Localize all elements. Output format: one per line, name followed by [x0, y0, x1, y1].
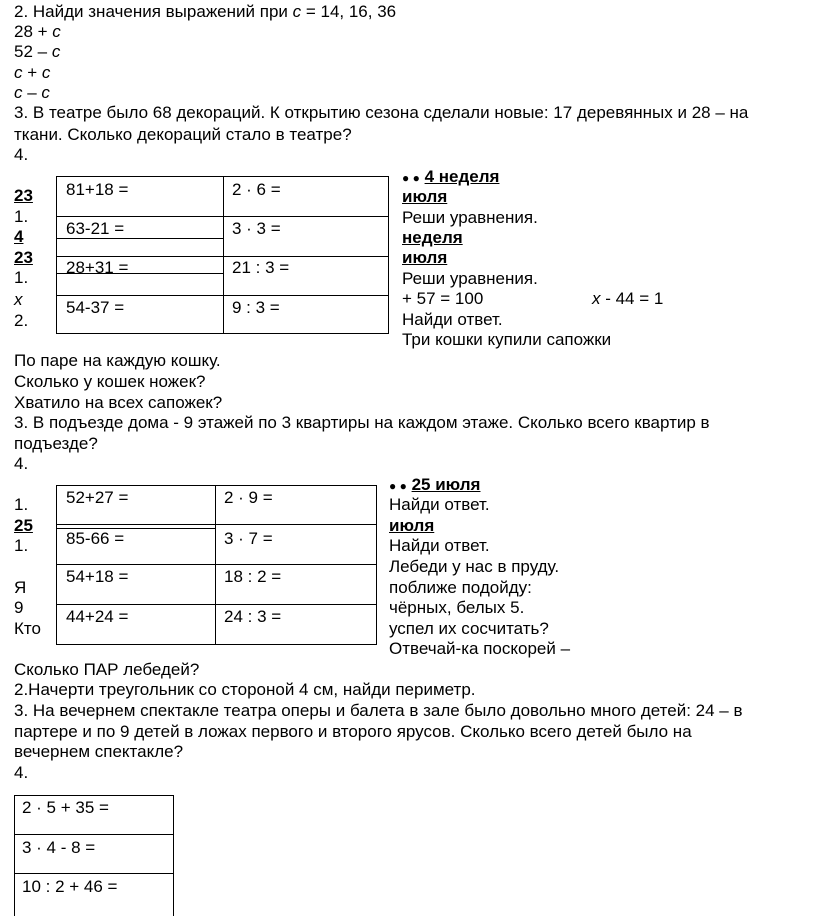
table-divider: [14, 834, 174, 835]
table-divider: [215, 485, 216, 645]
equation-1: + 57 = 100: [402, 289, 484, 308]
instruction: Найди ответ.: [402, 310, 503, 329]
table-cell: 85-66 =: [66, 529, 125, 548]
margin-text: Я: [14, 578, 27, 597]
task2-title-suffix: = 14, 16, 36: [301, 2, 397, 21]
task2-title-prefix: 2. Найди значения выражений при: [14, 2, 293, 21]
expr-var: с: [51, 42, 61, 61]
table-divider: [56, 564, 377, 565]
table-cell: 54-37 =: [66, 298, 125, 317]
text-line: 2.Начерти треугольник со стороной 4 см, найди периметр.: [14, 680, 476, 699]
table-cell: 2 · 5 + 35 =: [22, 798, 109, 817]
week-title: 4 неделя: [424, 167, 500, 186]
table-divider: [56, 256, 389, 257]
margin-text: 1.: [14, 207, 29, 226]
expr-text: –: [22, 83, 42, 102]
task2-title-var: с: [292, 2, 302, 21]
table-cell: 3 · 7 =: [224, 529, 273, 548]
text-line: По паре на каждую кошку.: [14, 351, 221, 370]
instruction: Реши уравнения.: [402, 208, 538, 227]
poem-line: Лебеди у нас в пруду.: [389, 557, 560, 576]
instruction: Реши уравнения.: [402, 269, 538, 288]
week-label: неделя: [402, 228, 463, 247]
expr-text: +: [22, 63, 42, 82]
text-line: вечернем спектакле?: [14, 742, 184, 761]
text-line: 3. На вечернем спектакле театра оперы и балета в зале было довольно много детей: 24 – в: [14, 701, 743, 720]
margin-text: 23: [14, 186, 33, 205]
task2-title: [14, 2, 396, 22]
date-heading: [389, 475, 480, 496]
expression-4: [14, 83, 50, 103]
margin-text: 1.: [14, 536, 29, 555]
table-divider: [14, 873, 174, 874]
table-cell: 2 · 6 =: [232, 180, 281, 199]
table-divider: [56, 216, 389, 217]
week-heading: [402, 167, 499, 188]
table-cell: 81+18 =: [66, 180, 129, 199]
margin-text: 1.: [14, 495, 29, 514]
table-divider: [56, 604, 377, 605]
month-label: июля: [402, 248, 448, 267]
expr-text: 28 +: [14, 22, 53, 41]
table-divider: [223, 176, 224, 334]
table-cell: 3 · 3 =: [232, 219, 281, 238]
table-cell: 28+31 =: [66, 258, 129, 277]
expr-var: с: [41, 83, 50, 102]
margin-text: 2.: [14, 311, 29, 330]
expr-var: с: [41, 63, 51, 82]
table-cell: 24 : 3 =: [224, 607, 282, 626]
margin-text: 1.: [14, 268, 29, 287]
expression-2: [14, 42, 60, 62]
margin-text: 4: [14, 227, 24, 246]
expr-var: с: [14, 83, 23, 102]
text-line: 3. В подъезде дома - 9 этажей по 3 квартиры на каждом этаже. Сколько всего квартир в: [14, 413, 710, 432]
instruction: Найди ответ.: [389, 536, 490, 555]
task3-line2: ткани. Сколько декораций стало в театре?: [14, 125, 352, 144]
text-line: Сколько ПАР лебедей?: [14, 660, 200, 679]
equation-2: [592, 289, 663, 309]
table-cell: 52+27 =: [66, 488, 129, 507]
poem-line: успел их сосчитать?: [389, 619, 549, 638]
expression-1: [14, 22, 61, 42]
bullet-icon: ● ●: [402, 171, 420, 185]
table-cell: 10 : 2 + 46 =: [22, 877, 118, 896]
text-line: Сколько у кошек ножек?: [14, 372, 206, 391]
table-cell: 54+18 =: [66, 567, 129, 586]
expression-3: [14, 63, 50, 83]
margin-text: 23: [14, 248, 33, 267]
text-line: Хватило на всех сапожек?: [14, 393, 223, 412]
bullet-icon: ● ●: [389, 479, 407, 493]
expr-var: с: [14, 63, 23, 82]
task4-label: 4.: [14, 145, 29, 164]
margin-text: 25: [14, 516, 33, 535]
instruction: Найди ответ.: [389, 495, 490, 514]
expr-text: 52 –: [14, 42, 52, 61]
text-line: партере и по 9 детей в ложах первого и второго ярусов. Сколько всего детей было на: [14, 722, 692, 741]
eq-rest: - 44 = 1: [600, 289, 664, 308]
poem-line: чёрных, белых 5.: [389, 598, 525, 617]
poem-line: поближе подойду:: [389, 578, 532, 597]
poem-line: Отвечай-ка поскорей –: [389, 639, 571, 658]
text-line: 4.: [14, 763, 29, 782]
month-label: июля: [402, 187, 448, 206]
text-line: 4.: [14, 454, 29, 473]
table-cell: 21 : 3 =: [232, 258, 290, 277]
text-line: подъезде?: [14, 434, 98, 453]
month-label: июля: [389, 516, 435, 535]
expr-var: с: [52, 22, 61, 41]
margin-text: Кто: [14, 619, 41, 638]
table-cell: 2 · 9 =: [224, 488, 273, 507]
eq-var: х: [592, 289, 601, 308]
table-cell: 18 : 2 =: [224, 567, 282, 586]
table-cell: 3 · 4 - 8 =: [22, 838, 96, 857]
table-cell: 63-21 =: [66, 219, 125, 238]
table-cell: 9 : 3 =: [232, 298, 280, 317]
task3-line1: 3. В театре было 68 декораций. К открытию сезона сделали новые: 17 деревянных и 28 – на: [14, 103, 749, 122]
poem-line: Три кошки купили сапожки: [402, 330, 612, 349]
table-cell: 44+24 =: [66, 607, 129, 626]
table-divider: [56, 295, 389, 296]
margin-text: 9: [14, 598, 24, 617]
table-divider: [56, 524, 377, 525]
date-title: 25 июля: [411, 475, 481, 494]
margin-text: х: [14, 290, 23, 309]
